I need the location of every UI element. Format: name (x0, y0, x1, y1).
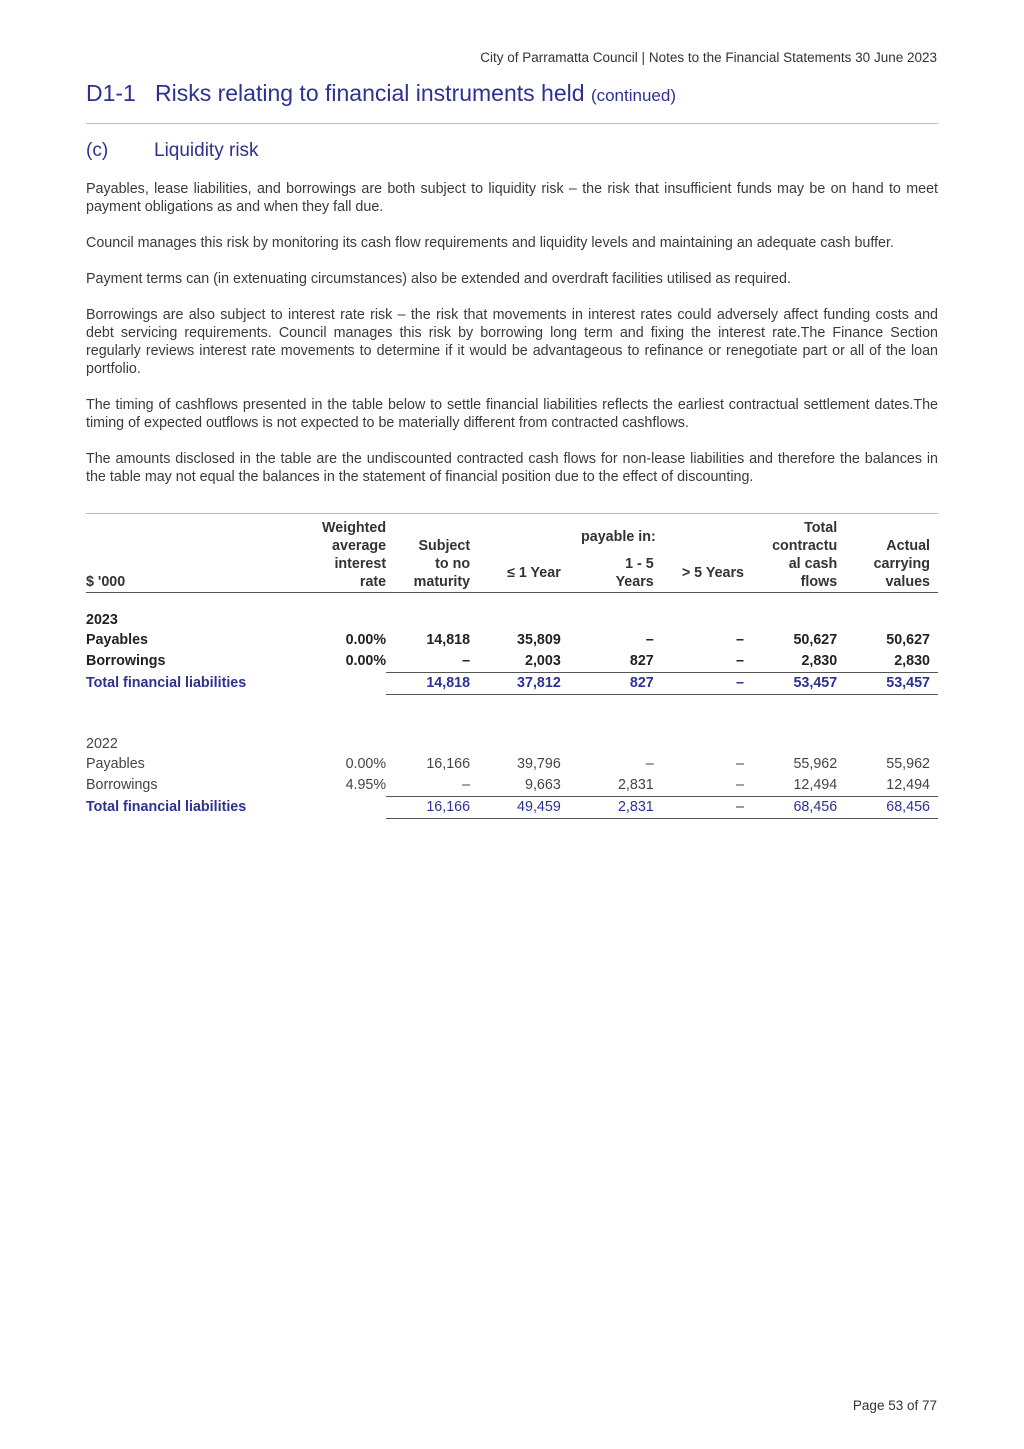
cell: 55,962 (886, 756, 930, 772)
cell: 12,494 (886, 777, 930, 793)
cell: 68,456 (752, 797, 845, 819)
cell: 35,809 (517, 632, 561, 648)
total-header: Total contractu al cash flows (752, 514, 845, 593)
total-label: Total financial liabilities (86, 675, 247, 691)
cell: 827 (629, 653, 654, 669)
year-label: 2023 (86, 612, 118, 628)
rate-cell: 0.00% (345, 756, 387, 772)
rate-header: Weighted average interest rate (306, 514, 386, 593)
cell: 9,663 (525, 777, 561, 793)
row-label: Borrowings (86, 653, 166, 670)
cell: – (736, 653, 744, 669)
cell: – (736, 756, 744, 772)
section-heading: Risks relating to financial instruments held (155, 80, 585, 106)
cell: – (645, 756, 654, 772)
cell: – (462, 777, 471, 793)
table-row (86, 775, 938, 797)
cell: – (736, 777, 744, 793)
cell: 12,494 (793, 777, 838, 793)
row-label: Payables (86, 756, 145, 772)
row-label: Payables (86, 632, 148, 648)
continued-label: (continued) (590, 86, 676, 105)
liquidity-table (86, 513, 938, 819)
paragraph: Payment terms can (in extenuating circumstances) also be extended and overdraft facilities utilised as required. (86, 271, 791, 287)
cell: 68,456 (845, 797, 938, 819)
le1-header: ≤ 1 Year (478, 514, 569, 593)
cell: 37,812 (478, 673, 569, 695)
gt5-header: > 5 Years (662, 514, 752, 593)
unit-header: $ '000 (86, 514, 306, 593)
body-text (86, 180, 938, 504)
cell: – (662, 673, 752, 695)
subsection-title (86, 140, 259, 162)
year-row (86, 593, 938, 631)
table-row (86, 630, 938, 651)
section-number: D1-1 (86, 80, 136, 106)
cell: 16,166 (426, 756, 471, 772)
paragraph: Council manages this risk by monitoring its cash flow requirements and liquidity levels and maintaining an adequate cash buffer. (86, 235, 894, 251)
cell: 14,818 (426, 632, 471, 648)
year-row (86, 717, 938, 754)
cell: 14,818 (386, 673, 478, 695)
cell: 50,627 (793, 632, 838, 648)
cell: – (645, 632, 654, 648)
cell: 2,830 (801, 653, 838, 669)
table-row (86, 651, 938, 673)
cell: 53,457 (752, 673, 845, 695)
total-row (86, 673, 938, 695)
cell: 16,166 (386, 797, 478, 819)
cell: 2,831 (617, 777, 654, 793)
payable-in-header: payable in: 1 - 5 Years (569, 514, 662, 593)
section-divider (86, 123, 938, 124)
table-row (86, 754, 938, 775)
cell: – (662, 797, 752, 819)
paragraph: Payables, lease liabilities, and borrowings are both subject to liquidity risk – the risk that insufficient funds may be on hand to meet payment obligations as and when they fall due. (86, 181, 938, 215)
rate-cell: 0.00% (345, 653, 387, 670)
cell: 2,830 (894, 653, 930, 669)
subsection-heading: Liquidity risk (154, 140, 259, 161)
cell: 827 (569, 673, 662, 695)
page-header: City of Parramatta Council | Notes to the Financial Statements 30 June 2023 (480, 50, 937, 65)
cell: 49,459 (478, 797, 569, 819)
paragraph: Borrowings are also subject to interest rate risk – the risk that movements in interest rates could adversely affect funding costs and debt servicing requirements. Council manages this risk by borrowing long term and fixing the interest rate.The Finance Section regularly reviews interest rate movements to determine if it would be advantageous to refinance or renegotiate part or all of the loan portfolio. (86, 307, 938, 377)
year-label: 2022 (86, 736, 118, 752)
cell: 2,003 (525, 653, 561, 669)
cell: 2,831 (569, 797, 662, 819)
paragraph: The amounts disclosed in the table are the undiscounted contracted cash flows for non-lease liabilities and therefore the balances in the table may not equal the balances in the statement of financial position due to the effect of discounting. (86, 451, 938, 485)
page-number: Page 53 of 77 (852, 1398, 937, 1413)
row-label: Borrowings (86, 777, 158, 794)
section-title (86, 80, 676, 107)
rate-cell: 4.95% (345, 777, 387, 794)
cell: 50,627 (886, 632, 930, 648)
table-header-row (86, 514, 938, 593)
rate-cell: 0.00% (345, 632, 387, 648)
actual-header: Actual carrying values (845, 514, 938, 593)
cell: 53,457 (845, 673, 938, 695)
subsection-number: (c) (86, 140, 109, 161)
paragraph: The timing of cashflows presented in the table below to settle financial liabilities reflects the earliest contractual settlement dates.The timing of expected outflows is not expected to be materially different from contracted cashflows. (86, 397, 938, 431)
cell: 39,796 (517, 756, 561, 772)
cell: – (736, 632, 744, 648)
cell: – (462, 653, 471, 669)
cell: 55,962 (793, 756, 838, 772)
no-maturity-header: Subject to no maturity (386, 514, 478, 593)
total-row (86, 797, 938, 819)
total-label: Total financial liabilities (86, 799, 247, 815)
